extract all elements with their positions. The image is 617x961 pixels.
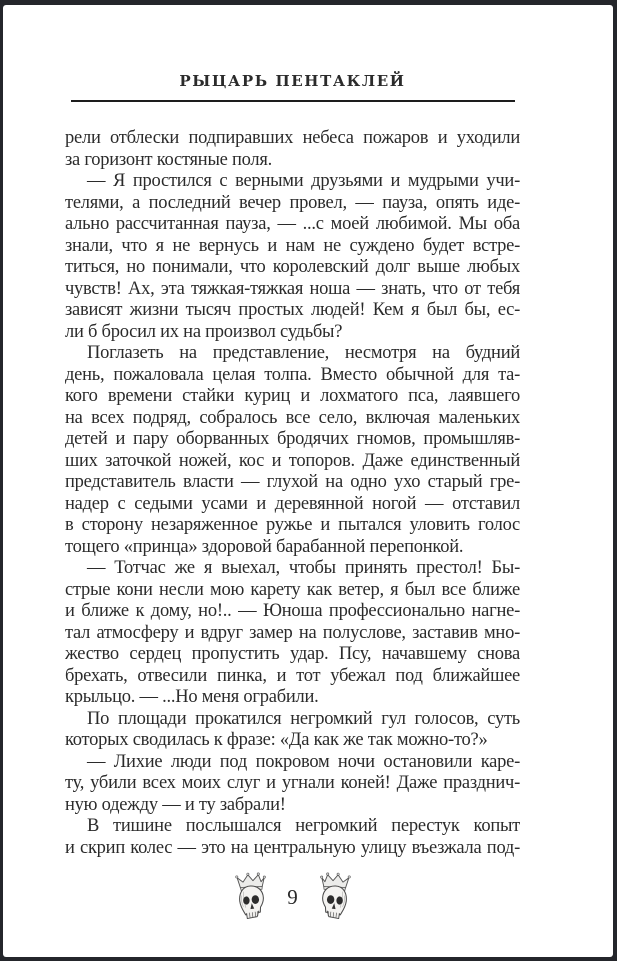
text-line: представитель власти — глухой на одно ухо старый гре-: [65, 472, 520, 492]
text-line: день, пожаловала целая толпа. Вместо обычной для та-: [65, 364, 520, 385]
text-line: зависят жизни тысяч простых людей! Кем я был бы, ес-: [65, 300, 520, 320]
text-line: — Тотчас же я выехал, чтобы принять престол! Бы-: [87, 558, 520, 578]
text-line: детей и пару оборванных бродячих гномов, промышляв-: [65, 429, 520, 449]
text-line: и ближе к дому, но!.. — Юноша профессионально нагне-: [65, 601, 520, 621]
page-footer: [65, 871, 520, 923]
text-line: В тишине послышался негромкий перестук копыт: [87, 816, 520, 836]
page-header: [65, 71, 520, 102]
text-line: тал атмосферу и вдруг замер на полуслове, заставив мно-: [65, 622, 520, 643]
book-page: [3, 5, 613, 957]
page-number: 9: [287, 884, 298, 909]
text-line: жество сердец пропустить удар. Псу, начавшему снова: [65, 644, 520, 664]
text-line: ную одежду — и ту забрали!: [65, 794, 286, 815]
text-line: ту, убили всех моих слуг и угнали коней! Даже празднич-: [65, 773, 520, 793]
chapter-title: РЫЦАРЬ ПЕНТАКЛЕЙ: [179, 72, 406, 90]
text-line: кого времени стайки куриц и лохматого пса, лаявшего: [65, 386, 520, 406]
header-rule: [71, 100, 515, 102]
text-line: стрые кони несли мою карету как ветер, я был все ближе: [65, 579, 520, 600]
text-line: за горизонт костяные поля.: [65, 149, 272, 170]
crowned-skull-right-icon: [317, 872, 355, 922]
text-line: крыльцо. — ...Но меня ограбили.: [65, 687, 319, 707]
text-line: рели отблески подпиравших небеса пожаров и уходили: [65, 128, 520, 148]
text-line: тощего «принца» здоровой барабанной перепонкой.: [65, 536, 464, 557]
text-line: брехать, отвесили пинка, и тот убежал под ближайшее: [65, 665, 520, 686]
text-line: в сторону незаряженное ружье и пытался уловить голос: [65, 515, 520, 535]
text-line: ально рассчитанная пауза, — ...с моей любимой. Мы оба: [65, 214, 520, 234]
text-line: чувств! Ах, эта тяжкая-тяжкая ноша — знать, что от тебя: [65, 278, 520, 299]
text-line: — Лихие люди под покровом ночи остановили каре-: [87, 751, 520, 772]
text-line: знали, что я не вернусь и нам не суждено будет встре-: [65, 235, 520, 256]
text-line: и скрип колес — это на центральную улицу въезжала под-: [65, 837, 520, 858]
text-line: — Я простился с верными друзьями и мудрыми учи-: [87, 171, 520, 191]
content-column: [65, 71, 520, 923]
text-line: ли б бросил их на произвол судьбы?: [65, 321, 343, 342]
text-line: Поглазеть на представление, несмотря на будний: [87, 343, 520, 363]
text-line: ших заточкой ножей, кос и топоров. Даже единственный: [65, 450, 520, 471]
crowned-skull-left-icon: [231, 872, 269, 922]
text-line: титься, но понимали, что королевский долг выше любых: [65, 257, 520, 277]
text-line: которых сводилась к фразе: «Да как же так можно-то?»: [65, 730, 488, 750]
text-line: надер с седыми усами и деревянной ногой — отставил: [65, 493, 520, 514]
text-line: По площади прокатился негромкий гул голосов, суть: [87, 708, 520, 729]
text-line: на всех подряд, собралось все село, включая маленьких: [65, 407, 520, 428]
text-line: телями, а последний вечер провел, — пауза, опять иде-: [65, 192, 520, 213]
page-text: [65, 128, 520, 859]
